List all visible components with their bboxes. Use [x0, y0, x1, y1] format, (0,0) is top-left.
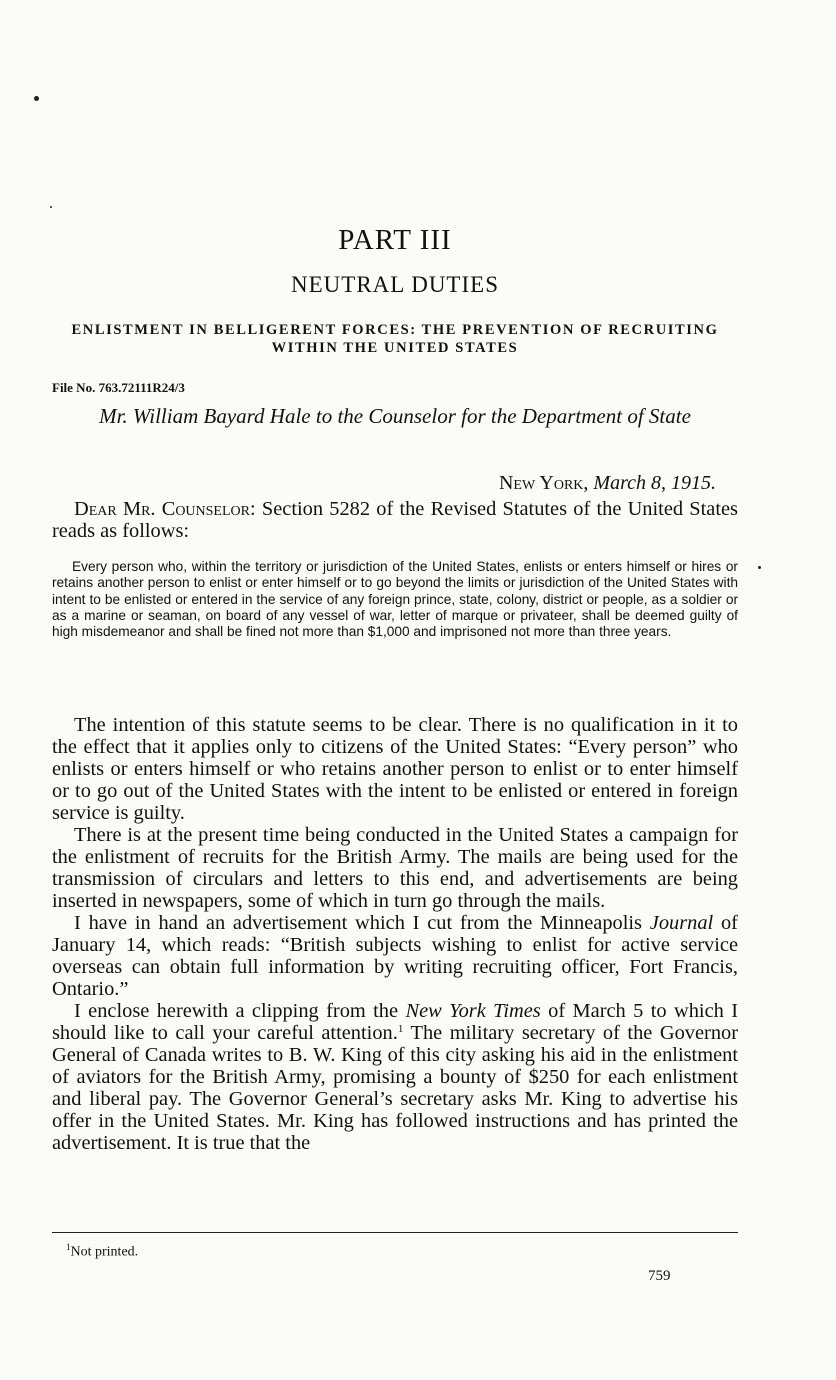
dateline-place: New York,: [498, 472, 589, 494]
paragraph-4-text-b: of March 5 to which I should like to call your careful attention.: [52, 1000, 739, 1044]
scan-speck: [50, 206, 52, 208]
dateline: [499, 472, 716, 495]
paragraph-3-text-a: I have in hand an advertisement which I cut from the Minneapolis: [74, 912, 642, 934]
paragraph-4-text-c: The military secretary of the Governor General of Canada writes to B. W. King of this city asking his aid in the enlistment of aviators for the British Army, promising a bounty of $250 for each enlistment and liberal pay. The Governor General’s secretary asks Mr. King to advertise his offer in the United States. Mr. King has followed instructions and has printed the advertisement. It is true that the: [52, 1022, 739, 1154]
intro-paragraph: [52, 498, 738, 542]
newspaper-name: Journal: [649, 912, 714, 934]
footnote: [66, 1242, 138, 1261]
salutation: Dear Mr. Counselor:: [74, 498, 256, 520]
part-title: PART III: [338, 224, 452, 256]
document-title: Mr. William Bayard Hale to the Counselor for the Department of State: [99, 404, 691, 428]
section-title: NEUTRAL DUTIES: [291, 272, 499, 297]
quoted-statute: Every person who, within the territory or jurisdiction of the United States, enlists or enters himself or hires or retains another person to enlist or enter himself or to go beyond the limits or jurisdiction of the United States with intent to be enlisted or entered in the service of any foreign prince, state, colony, district or people, as a soldier or as a marine or seaman, on board of any vessel of war, letter of marque or privateer, shall be deemed guilty of high misdemeanor and shall be fined not more than $1,000 and imprisoned not more than three years.: [52, 559, 738, 640]
scan-speck: [34, 96, 39, 101]
paragraph-4: [52, 1000, 738, 1154]
page-number: 759: [648, 1268, 671, 1284]
scan-speck: [758, 566, 761, 569]
newspaper-name: New York Times: [405, 1000, 541, 1022]
sub-heading: ENLISTMENT IN BELLIGERENT FORCES: THE PREVENTION OF RECRUITING WITHIN THE UNITED STATES: [71, 322, 719, 356]
letter-body: [52, 714, 738, 1154]
paragraph-1: The intention of this statute seems to be clear. There is no qualification in it to the effect that it applies only to citizens of the United States: “Every person” who enlists or enters himself or who retains another person to enlist or to enter himself or to go out of the United States with the intent to be enlisted or entered in foreign service is guilty.: [52, 714, 738, 824]
paragraph-3: [52, 912, 738, 1000]
footnote-reference: 1: [397, 1023, 404, 1035]
footnote-text: Not printed.: [70, 1244, 139, 1260]
file-number: File No. 763.72111R24/3: [52, 380, 185, 395]
intro-text: Section 5282 of the Revised Statutes of the United States reads as follows:: [52, 498, 738, 542]
footnote-divider: [52, 1232, 738, 1233]
dateline-date: March 8, 1915.: [593, 472, 716, 494]
paragraph-3-text-b: of January 14, which reads: “British subjects wishing to enlist for active service overseas can obtain full information by writing recruiting officer, Fort Francis, Ontario.”: [52, 912, 738, 1000]
paragraph-2: There is at the present time being conducted in the United States a campaign for the enlistment of recruits for the British Army. The mails are being used for the transmission of circulars and letters to this end, and advertisements are being inserted in newspapers, some of which in turn go through the mails.: [52, 824, 738, 912]
paragraph-4-text-a: I enclose herewith a clipping from the: [74, 1000, 399, 1022]
footnote-mark: 1: [66, 1242, 71, 1252]
